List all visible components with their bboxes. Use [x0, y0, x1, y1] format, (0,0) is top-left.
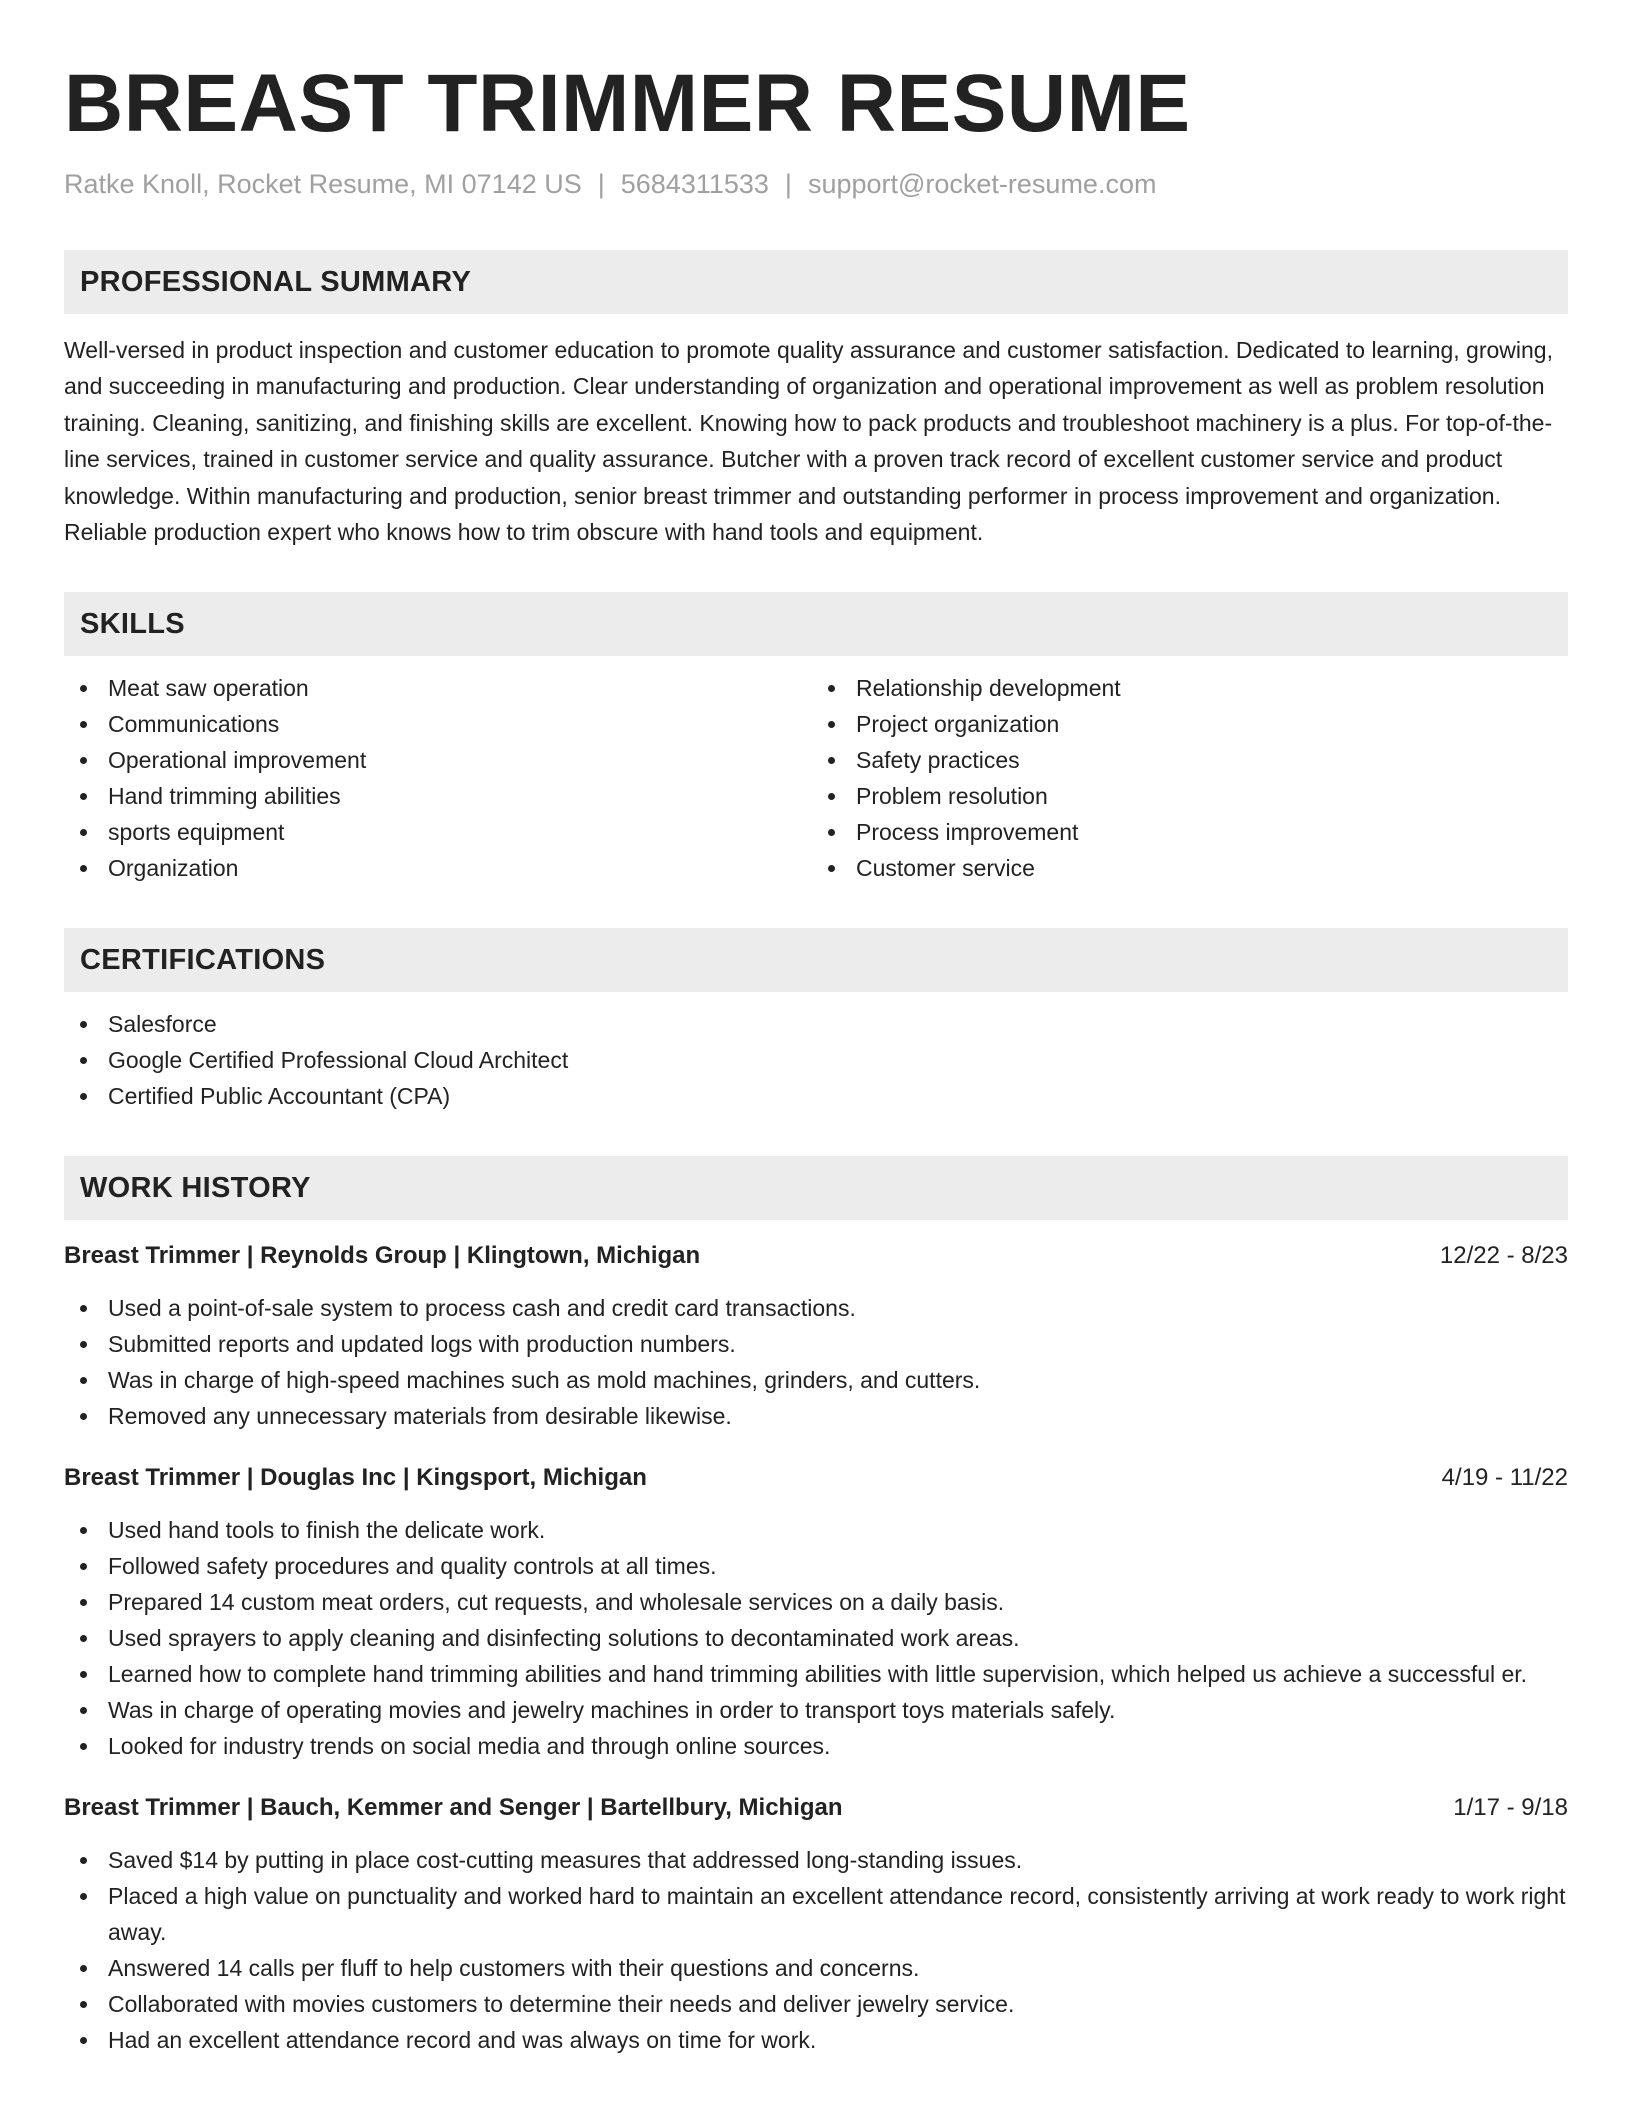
job-bullet: Removed any unnecessary materials from desirable likewise.: [64, 1398, 1568, 1434]
skills-list-right: [816, 670, 1568, 886]
section-header-summary: PROFESSIONAL SUMMARY: [64, 250, 1568, 314]
contact-separator: |: [597, 169, 605, 199]
job-entry: [64, 1790, 1568, 2058]
job-bullet: Used hand tools to finish the delicate work.: [64, 1512, 1568, 1548]
skill-item: Organization: [64, 850, 816, 886]
job-bullet: Answered 14 calls per fluff to help customers with their questions and concerns.: [64, 1950, 1568, 1986]
certification-item: Google Certified Professional Cloud Architect: [64, 1042, 1568, 1078]
job-bullet: Had an excellent attendance record and was always on time for work.: [64, 2022, 1568, 2058]
job-bullet: Prepared 14 custom meat orders, cut requests, and wholesale services on a daily basis.: [64, 1584, 1568, 1620]
contact-separator: |: [784, 169, 792, 199]
certification-item: Salesforce: [64, 1006, 1568, 1042]
job-bullets: [64, 1512, 1568, 1764]
job-dates: 4/19 - 11/22: [1441, 1464, 1568, 1492]
job-bullet: Followed safety procedures and quality controls at all times.: [64, 1548, 1568, 1584]
certifications-list: [64, 1006, 1568, 1114]
job-entry: [64, 1460, 1568, 1764]
skill-item: Process improvement: [816, 814, 1568, 850]
skills-grid: [64, 670, 1568, 886]
job-bullets: [64, 1842, 1568, 2058]
job-dates: 1/17 - 9/18: [1453, 1794, 1568, 1822]
job-bullet: Collaborated with movies customers to determine their needs and deliver jewelry service.: [64, 1986, 1568, 2022]
resume-title: BREAST TRIMMER RESUME: [64, 58, 1191, 149]
job-title: Breast Trimmer | Bauch, Kemmer and Senger | Bartellbury, Michigan: [64, 1794, 843, 1822]
job-bullet: Looked for industry trends on social media and through online sources.: [64, 1728, 1568, 1764]
section-header-skills: SKILLS: [64, 592, 1568, 656]
skill-item: Hand trimming abilities: [64, 778, 816, 814]
skill-item: Relationship development: [816, 670, 1568, 706]
job-bullets: [64, 1290, 1568, 1434]
job-dates: 12/22 - 8/23: [1439, 1242, 1568, 1270]
skill-item: Meat saw operation: [64, 670, 816, 706]
job-bullet: Submitted reports and updated logs with production numbers.: [64, 1326, 1568, 1362]
job-header: [64, 1790, 1568, 1826]
job-entry: [64, 1238, 1568, 1434]
contact-email: support@rocket-resume.com: [807, 169, 1157, 199]
job-title: Breast Trimmer | Reynolds Group | Klingtown, Michigan: [64, 1242, 701, 1270]
section-header-work-history: WORK HISTORY: [64, 1156, 1568, 1220]
contact-address: Ratke Knoll, Rocket Resume, MI 07142 US: [64, 169, 582, 199]
job-bullet: Learned how to complete hand trimming abilities and hand trimming abilities with little supervision, which helped us achieve a successful er.: [64, 1656, 1568, 1692]
job-bullet: Saved $14 by putting in place cost-cutting measures that addressed long-standing issues.: [64, 1842, 1568, 1878]
skills-list-left: [64, 670, 816, 886]
skill-item: sports equipment: [64, 814, 816, 850]
job-bullet: Used a point-of-sale system to process cash and credit card transactions.: [64, 1290, 1568, 1326]
skill-item: Problem resolution: [816, 778, 1568, 814]
skill-item: Safety practices: [816, 742, 1568, 778]
certification-item: Certified Public Accountant (CPA): [64, 1078, 1568, 1114]
section-header-certifications: CERTIFICATIONS: [64, 928, 1568, 992]
job-title: Breast Trimmer | Douglas Inc | Kingsport, Michigan: [64, 1464, 647, 1492]
job-header: [64, 1460, 1568, 1496]
skill-item: Project organization: [816, 706, 1568, 742]
skill-item: Communications: [64, 706, 816, 742]
job-bullet: Was in charge of high-speed machines such as mold machines, grinders, and cutters.: [64, 1362, 1568, 1398]
summary-text: Well-versed in product inspection and customer education to promote quality assurance and customer satisfaction. Dedicated to learning, growing, and succeeding in manufacturing and production. Clear understanding of organization and operational improvement as well as problem resolution training. Cleaning, sanitizing, and finishing skills are excellent. Knowing how to pack products and troubleshoot machinery is a plus. For top-of-the-line services, trained in customer service and quality assurance. Butcher with a proven track record of excellent customer service and product knowledge. Within manufacturing and production, senior breast trimmer and outstanding performer in process improvement and organization. Reliable production expert who knows how to trim obscure with hand tools and equipment.: [64, 337, 1553, 546]
job-header: [64, 1238, 1568, 1274]
skill-item: Customer service: [816, 850, 1568, 886]
job-bullet: Was in charge of operating movies and jewelry machines in order to transport toys materials safely.: [64, 1692, 1568, 1728]
skill-item: Operational improvement: [64, 742, 816, 778]
contact-line: [64, 166, 1568, 202]
contact-phone: 5684311533: [620, 169, 769, 199]
job-bullet: Placed a high value on punctuality and worked hard to maintain an excellent attendance record, consistently arriving at work ready to work right away.: [64, 1878, 1568, 1950]
job-bullet: Used sprayers to apply cleaning and disinfecting solutions to decontaminated work areas.: [64, 1620, 1568, 1656]
